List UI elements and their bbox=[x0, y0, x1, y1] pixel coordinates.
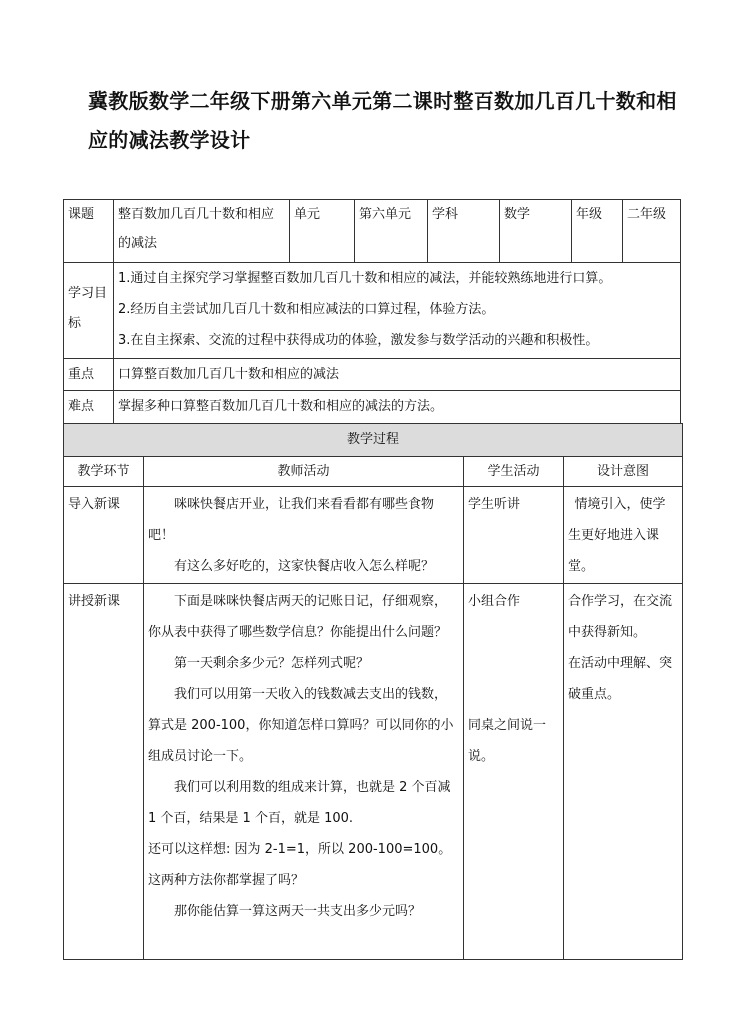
teaching-process-table bbox=[63, 423, 683, 960]
table-row bbox=[64, 584, 683, 960]
teacher-paragraph: 有这么多好吃的，这家快餐店收入怎么样呢？ bbox=[174, 559, 435, 574]
key-value: 口算整百数加几百几十数和相应的减法 bbox=[114, 359, 681, 391]
column-header: 设计意图 bbox=[564, 457, 683, 487]
learning-goals bbox=[114, 263, 681, 359]
teacher-paragraph: 那你能估算一算这两天一共支出多少元吗？ bbox=[174, 904, 422, 919]
teacher-paragraph: 还可以这样想: 因为 2-1=1，所以 200-100=100。这两种方法你都掌握了吗？ bbox=[148, 842, 452, 888]
column-header: 教学环节 bbox=[64, 457, 144, 487]
difficulty-value: 掌握多种口算整百数加几百几十数和相应的减法的方法。 bbox=[114, 391, 681, 424]
student-activity-cell bbox=[464, 584, 564, 960]
lesson-label: 课题 bbox=[64, 200, 114, 263]
intent-paragraph: 在活动中理解、突破重点。 bbox=[568, 656, 673, 702]
unit-label: 单元 bbox=[290, 200, 355, 263]
goal-item: 1.通过自主探究学习掌握整百数加几百几十数和相应的减法，并能较熟练地进行口算。 bbox=[118, 271, 612, 286]
process-heading: 教学过程 bbox=[64, 424, 683, 457]
unit-value: 第六单元 bbox=[355, 200, 428, 263]
intent-paragraph: 情境引入，使学生更好地进入课堂。 bbox=[568, 497, 666, 574]
goal-item: 3.在自主探索、交流的过程中获得成功的体验，激发参与数学活动的兴趣和积极性。 bbox=[118, 333, 599, 348]
document-title: 冀教版数学二年级下册第六单元第二课时整百数加几百几十数和相应的减法教学设计 bbox=[88, 89, 677, 152]
grade-value: 二年级 bbox=[623, 200, 681, 263]
goal-item: 2.经历自主尝试加几百几十数和相应减法的口算过程，体验方法。 bbox=[118, 302, 495, 317]
goals-label: 学习目标 bbox=[64, 263, 114, 359]
student-paragraph: 同桌之间说一说。 bbox=[468, 718, 547, 764]
teacher-paragraph: 下面是咪咪快餐店两天的记账日记，仔细观察，你从表中获得了哪些数学信息？你能提出什么问题？ bbox=[148, 594, 448, 640]
lesson-value: 整百数加几百几十数和相应的减法 bbox=[114, 200, 290, 263]
grade-label: 年级 bbox=[572, 200, 623, 263]
student-paragraph: 小组合作 bbox=[468, 594, 521, 609]
lesson-info-table bbox=[63, 199, 681, 424]
teacher-activity-cell bbox=[144, 487, 464, 584]
teacher-activity-cell bbox=[144, 584, 464, 960]
design-intent-cell bbox=[564, 584, 683, 960]
student-activity-cell bbox=[464, 487, 564, 584]
stage-cell: 讲授新课 bbox=[64, 584, 144, 960]
intent-paragraph: 合作学习，在交流中获得新知。 bbox=[568, 594, 673, 640]
difficulty-label: 难点 bbox=[64, 391, 114, 424]
column-header: 学生活动 bbox=[464, 457, 564, 487]
stage-cell: 导入新课 bbox=[64, 487, 144, 584]
student-paragraph: 学生听讲 bbox=[468, 497, 521, 512]
subject-value: 数学 bbox=[500, 200, 572, 263]
teacher-paragraph: 我们可以用第一天收入的钱数减去支出的钱数，算式是 200-100，你知道怎样口算吗？可以同你的小组成员讨论一下。 bbox=[148, 687, 454, 764]
column-header: 教师活动 bbox=[144, 457, 464, 487]
teacher-paragraph: 咪咪快餐店开业，让我们来看看都有哪些食物吧！ bbox=[148, 497, 435, 543]
teacher-paragraph: 第一天剩余多少元？怎样列式呢？ bbox=[174, 656, 370, 671]
teacher-paragraph: 我们可以利用数的组成来计算，也就是 2 个百减 1 个百，结果是 1 个百，就是 100. bbox=[148, 780, 451, 826]
design-intent-cell bbox=[564, 487, 683, 584]
key-label: 重点 bbox=[64, 359, 114, 391]
table-row bbox=[64, 487, 683, 584]
subject-label: 学科 bbox=[428, 200, 500, 263]
